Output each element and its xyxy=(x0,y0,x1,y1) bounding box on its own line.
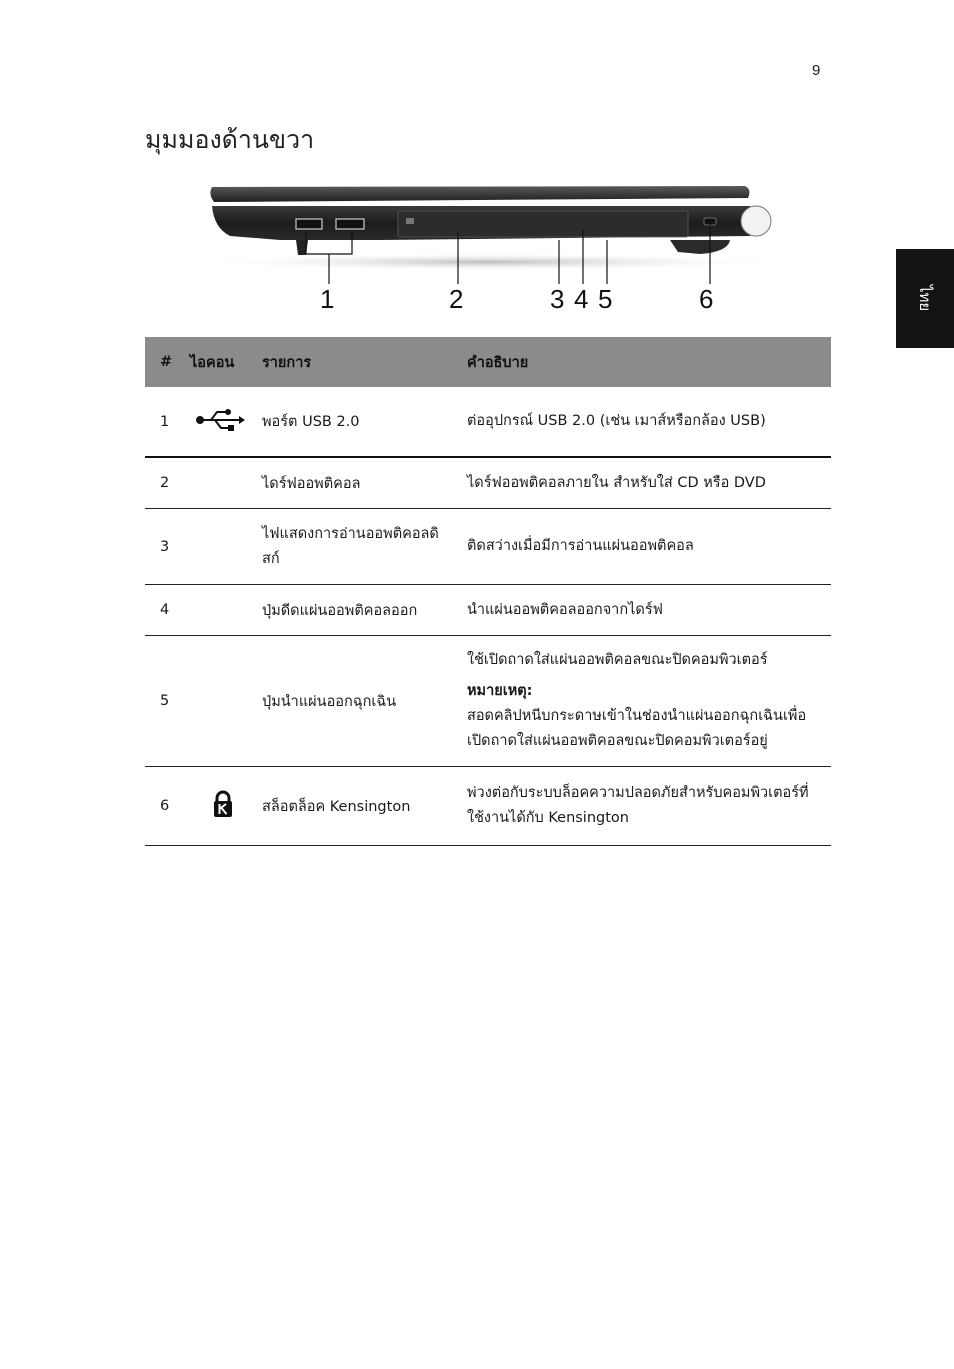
callout-6: 6 xyxy=(699,284,714,314)
row-icon-cell xyxy=(190,636,262,767)
header-num: # xyxy=(145,337,190,387)
row-item: ปุ่มนำแผ่นออกฉุกเฉิน xyxy=(262,636,467,767)
row-description: ใช้เปิดถาดใส่แผ่นออพติคอลขณะปิดคอมพิวเตอร์ xyxy=(467,652,768,668)
feature-table xyxy=(145,337,831,846)
row-description: ต่ออุปกรณ์ USB 2.0 (เช่น เมาส์หรือกล้อง USB) xyxy=(467,387,831,457)
row-number: 3 xyxy=(145,509,190,585)
callout-4: 4 xyxy=(574,284,589,314)
callout-5: 5 xyxy=(598,284,613,314)
row-icon-cell xyxy=(190,585,262,636)
header-description: คำอธิบาย xyxy=(467,337,831,387)
row-item: ปุ่มดีดแผ่นออพติคอลออก xyxy=(262,585,467,636)
table-row xyxy=(145,509,831,585)
row-description: ติดสว่างเมื่อมีการอ่านแผ่นออพติคอล xyxy=(467,509,831,585)
page-heading: มุมมองด้านขวา xyxy=(145,125,315,154)
page-number: 9 xyxy=(812,62,821,79)
note-label: หมายเหตุ: xyxy=(467,683,533,699)
table-row xyxy=(145,457,831,509)
callout-1: 1 xyxy=(320,284,335,314)
row-description: นำแผ่นออพติคอลออกจากไดร์ฟ xyxy=(467,585,831,636)
row-number: 5 xyxy=(145,636,190,767)
usb-icon xyxy=(195,408,245,436)
row-number: 1 xyxy=(145,387,190,457)
table-row xyxy=(145,387,831,457)
row-description: ไดร์ฟออพติคอลภายใน สำหรับใส่ CD หรือ DVD xyxy=(467,457,831,509)
row-number: 6 xyxy=(145,767,190,846)
row-number: 4 xyxy=(145,585,190,636)
language-tab xyxy=(896,249,954,348)
row-description: พ่วงต่อกับระบบล็อคความปลอดภัยสำหรับคอมพิวเตอร์ที่ใช้งานได้กับ Kensington xyxy=(467,767,831,846)
callout-3: 3 xyxy=(550,284,565,314)
row-icon-cell xyxy=(190,509,262,585)
row-item: ไฟแสดงการอ่านออพติคอลดิสก์ xyxy=(262,509,467,585)
row-icon-cell xyxy=(190,767,262,846)
table-row xyxy=(145,636,831,767)
row-number: 2 xyxy=(145,457,190,509)
callout-2: 2 xyxy=(449,284,464,314)
table-row xyxy=(145,767,831,846)
row-description-cell xyxy=(467,636,831,767)
header-icon: ไอคอน xyxy=(190,337,262,387)
row-item: พอร์ต USB 2.0 xyxy=(262,387,467,457)
row-item: สล็อตล็อค Kensington xyxy=(262,767,467,846)
note-text: สอดคลิปหนีบกระดาษเข้าในช่องนำแผ่นออกฉุกเฉินเพื่อเปิดถาดใส่แผ่นออพติคอลขณะปิดคอมพิวเตอร์อยู่ xyxy=(467,708,807,749)
row-icon-cell xyxy=(190,457,262,509)
table-row xyxy=(145,585,831,636)
kensington-lock-icon xyxy=(213,790,233,822)
language-tab-label: ไทย xyxy=(916,285,934,312)
row-item: ไดร์ฟออพติคอล xyxy=(262,457,467,509)
table-header-row xyxy=(145,337,831,387)
header-item: รายการ xyxy=(262,337,467,387)
row-icon-cell xyxy=(190,387,262,457)
